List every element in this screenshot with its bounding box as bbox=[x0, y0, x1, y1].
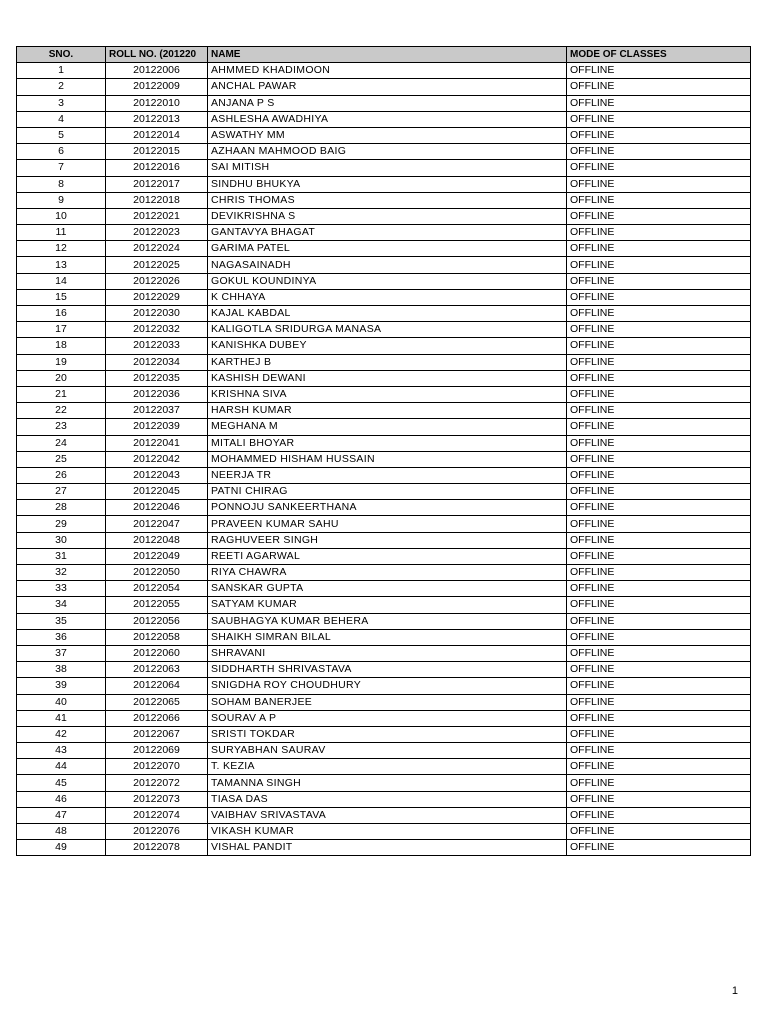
cell-name: AZHAAN MAHMOOD BAIG bbox=[208, 144, 567, 160]
cell-name: KALIGOTLA SRIDURGA MANASA bbox=[208, 322, 567, 338]
cell-name: HARSH KUMAR bbox=[208, 403, 567, 419]
cell-sno: 28 bbox=[17, 500, 106, 516]
cell-name: PONNOJU SANKEERTHANA bbox=[208, 500, 567, 516]
cell-roll-no: 20122067 bbox=[106, 726, 208, 742]
table-row bbox=[17, 370, 751, 386]
cell-mode: OFFLINE bbox=[567, 95, 751, 111]
cell-mode: OFFLINE bbox=[567, 807, 751, 823]
table-row bbox=[17, 807, 751, 823]
table-row bbox=[17, 516, 751, 532]
cell-roll-no: 20122045 bbox=[106, 484, 208, 500]
cell-mode: OFFLINE bbox=[567, 257, 751, 273]
cell-roll-no: 20122037 bbox=[106, 403, 208, 419]
cell-sno: 31 bbox=[17, 548, 106, 564]
cell-mode: OFFLINE bbox=[567, 824, 751, 840]
cell-sno: 6 bbox=[17, 144, 106, 160]
table-row bbox=[17, 678, 751, 694]
table-row bbox=[17, 241, 751, 257]
cell-name: KARTHEJ B bbox=[208, 354, 567, 370]
cell-sno: 30 bbox=[17, 532, 106, 548]
cell-mode: OFFLINE bbox=[567, 629, 751, 645]
cell-sno: 48 bbox=[17, 824, 106, 840]
cell-roll-no: 20122015 bbox=[106, 144, 208, 160]
cell-sno: 49 bbox=[17, 840, 106, 856]
cell-mode: OFFLINE bbox=[567, 791, 751, 807]
cell-name: SAI MITISH bbox=[208, 160, 567, 176]
cell-roll-no: 20122066 bbox=[106, 710, 208, 726]
header-roll-no: ROLL NO. (201220 bbox=[106, 47, 208, 63]
cell-name: MITALI BHOYAR bbox=[208, 435, 567, 451]
table-row bbox=[17, 338, 751, 354]
cell-name: MEGHANA M bbox=[208, 419, 567, 435]
table-row bbox=[17, 160, 751, 176]
table-row bbox=[17, 419, 751, 435]
cell-sno: 29 bbox=[17, 516, 106, 532]
cell-sno: 25 bbox=[17, 451, 106, 467]
table-row bbox=[17, 500, 751, 516]
cell-sno: 5 bbox=[17, 127, 106, 143]
cell-roll-no: 20122060 bbox=[106, 645, 208, 661]
cell-name: SINDHU BHUKYA bbox=[208, 176, 567, 192]
cell-name: MOHAMMED HISHAM HUSSAIN bbox=[208, 451, 567, 467]
cell-mode: OFFLINE bbox=[567, 386, 751, 402]
cell-name: VAIBHAV SRIVASTAVA bbox=[208, 807, 567, 823]
cell-roll-no: 20122024 bbox=[106, 241, 208, 257]
cell-mode: OFFLINE bbox=[567, 127, 751, 143]
table-row bbox=[17, 192, 751, 208]
cell-sno: 7 bbox=[17, 160, 106, 176]
cell-name: DEVIKRISHNA S bbox=[208, 208, 567, 224]
cell-mode: OFFLINE bbox=[567, 726, 751, 742]
cell-sno: 46 bbox=[17, 791, 106, 807]
cell-roll-no: 20122058 bbox=[106, 629, 208, 645]
table-row bbox=[17, 354, 751, 370]
cell-name: PRAVEEN KUMAR SAHU bbox=[208, 516, 567, 532]
header-mode-of-classes: MODE OF CLASSES bbox=[567, 47, 751, 63]
cell-roll-no: 20122064 bbox=[106, 678, 208, 694]
cell-sno: 1 bbox=[17, 63, 106, 79]
cell-name: VISHAL PANDIT bbox=[208, 840, 567, 856]
cell-name: KASHISH DEWANI bbox=[208, 370, 567, 386]
cell-name: GARIMA PATEL bbox=[208, 241, 567, 257]
table-row bbox=[17, 581, 751, 597]
cell-mode: OFFLINE bbox=[567, 403, 751, 419]
cell-roll-no: 20122010 bbox=[106, 95, 208, 111]
cell-roll-no: 20122036 bbox=[106, 386, 208, 402]
cell-mode: OFFLINE bbox=[567, 710, 751, 726]
table-row bbox=[17, 257, 751, 273]
cell-roll-no: 20122078 bbox=[106, 840, 208, 856]
table-row bbox=[17, 613, 751, 629]
table-row bbox=[17, 840, 751, 856]
cell-sno: 45 bbox=[17, 775, 106, 791]
table-row bbox=[17, 273, 751, 289]
cell-mode: OFFLINE bbox=[567, 79, 751, 95]
cell-sno: 39 bbox=[17, 678, 106, 694]
cell-roll-no: 20122074 bbox=[106, 807, 208, 823]
table-row bbox=[17, 79, 751, 95]
cell-sno: 41 bbox=[17, 710, 106, 726]
cell-mode: OFFLINE bbox=[567, 338, 751, 354]
cell-mode: OFFLINE bbox=[567, 225, 751, 241]
student-list-table bbox=[16, 46, 751, 856]
table-row bbox=[17, 759, 751, 775]
table-row bbox=[17, 289, 751, 305]
cell-roll-no: 20122014 bbox=[106, 127, 208, 143]
cell-roll-no: 20122069 bbox=[106, 743, 208, 759]
cell-roll-no: 20122065 bbox=[106, 694, 208, 710]
cell-sno: 14 bbox=[17, 273, 106, 289]
cell-roll-no: 20122046 bbox=[106, 500, 208, 516]
table-row bbox=[17, 225, 751, 241]
cell-name: SIDDHARTH SHRIVASTAVA bbox=[208, 662, 567, 678]
cell-mode: OFFLINE bbox=[567, 759, 751, 775]
cell-mode: OFFLINE bbox=[567, 241, 751, 257]
cell-sno: 19 bbox=[17, 354, 106, 370]
table-row bbox=[17, 306, 751, 322]
cell-sno: 3 bbox=[17, 95, 106, 111]
cell-roll-no: 20122042 bbox=[106, 451, 208, 467]
cell-mode: OFFLINE bbox=[567, 516, 751, 532]
cell-roll-no: 20122072 bbox=[106, 775, 208, 791]
cell-sno: 17 bbox=[17, 322, 106, 338]
cell-mode: OFFLINE bbox=[567, 435, 751, 451]
cell-roll-no: 20122050 bbox=[106, 565, 208, 581]
cell-mode: OFFLINE bbox=[567, 597, 751, 613]
cell-sno: 10 bbox=[17, 208, 106, 224]
cell-roll-no: 20122041 bbox=[106, 435, 208, 451]
cell-mode: OFFLINE bbox=[567, 419, 751, 435]
cell-sno: 32 bbox=[17, 565, 106, 581]
cell-roll-no: 20122025 bbox=[106, 257, 208, 273]
table-row bbox=[17, 710, 751, 726]
cell-sno: 20 bbox=[17, 370, 106, 386]
cell-name: SATYAM KUMAR bbox=[208, 597, 567, 613]
table-row bbox=[17, 629, 751, 645]
cell-mode: OFFLINE bbox=[567, 208, 751, 224]
cell-roll-no: 20122073 bbox=[106, 791, 208, 807]
cell-sno: 12 bbox=[17, 241, 106, 257]
cell-name: ANCHAL PAWAR bbox=[208, 79, 567, 95]
cell-mode: OFFLINE bbox=[567, 192, 751, 208]
cell-sno: 18 bbox=[17, 338, 106, 354]
cell-sno: 11 bbox=[17, 225, 106, 241]
cell-mode: OFFLINE bbox=[567, 111, 751, 127]
cell-sno: 23 bbox=[17, 419, 106, 435]
table-row bbox=[17, 694, 751, 710]
cell-mode: OFFLINE bbox=[567, 370, 751, 386]
cell-sno: 43 bbox=[17, 743, 106, 759]
cell-name: GANTAVYA BHAGAT bbox=[208, 225, 567, 241]
cell-name: VIKASH KUMAR bbox=[208, 824, 567, 840]
cell-roll-no: 20122043 bbox=[106, 467, 208, 483]
cell-mode: OFFLINE bbox=[567, 144, 751, 160]
cell-roll-no: 20122013 bbox=[106, 111, 208, 127]
cell-roll-no: 20122018 bbox=[106, 192, 208, 208]
cell-name: AHMMED KHADIMOON bbox=[208, 63, 567, 79]
table-row bbox=[17, 824, 751, 840]
table-row bbox=[17, 208, 751, 224]
cell-sno: 15 bbox=[17, 289, 106, 305]
cell-sno: 2 bbox=[17, 79, 106, 95]
cell-sno: 24 bbox=[17, 435, 106, 451]
cell-sno: 33 bbox=[17, 581, 106, 597]
table-row bbox=[17, 176, 751, 192]
header-name: NAME bbox=[208, 47, 567, 63]
cell-roll-no: 20122034 bbox=[106, 354, 208, 370]
table-row bbox=[17, 111, 751, 127]
cell-sno: 16 bbox=[17, 306, 106, 322]
cell-sno: 38 bbox=[17, 662, 106, 678]
cell-name: KAJAL KABDAL bbox=[208, 306, 567, 322]
header-row bbox=[17, 47, 751, 63]
cell-sno: 27 bbox=[17, 484, 106, 500]
cell-mode: OFFLINE bbox=[567, 645, 751, 661]
table-row bbox=[17, 63, 751, 79]
cell-roll-no: 20122017 bbox=[106, 176, 208, 192]
cell-roll-no: 20122076 bbox=[106, 824, 208, 840]
cell-name: SOHAM BANERJEE bbox=[208, 694, 567, 710]
cell-mode: OFFLINE bbox=[567, 176, 751, 192]
cell-roll-no: 20122006 bbox=[106, 63, 208, 79]
cell-mode: OFFLINE bbox=[567, 662, 751, 678]
cell-roll-no: 20122035 bbox=[106, 370, 208, 386]
cell-mode: OFFLINE bbox=[567, 273, 751, 289]
cell-name: PATNI CHIRAG bbox=[208, 484, 567, 500]
cell-name: SOURAV A P bbox=[208, 710, 567, 726]
table-row bbox=[17, 403, 751, 419]
cell-roll-no: 20122023 bbox=[106, 225, 208, 241]
cell-name: GOKUL KOUNDINYA bbox=[208, 273, 567, 289]
cell-sno: 40 bbox=[17, 694, 106, 710]
cell-name: KANISHKA DUBEY bbox=[208, 338, 567, 354]
table-row bbox=[17, 791, 751, 807]
cell-mode: OFFLINE bbox=[567, 678, 751, 694]
cell-name: T. KEZIA bbox=[208, 759, 567, 775]
cell-roll-no: 20122016 bbox=[106, 160, 208, 176]
table-row bbox=[17, 484, 751, 500]
cell-name: RAGHUVEER SINGH bbox=[208, 532, 567, 548]
cell-sno: 36 bbox=[17, 629, 106, 645]
table-row bbox=[17, 435, 751, 451]
cell-name: TIASA DAS bbox=[208, 791, 567, 807]
cell-roll-no: 20122063 bbox=[106, 662, 208, 678]
cell-sno: 9 bbox=[17, 192, 106, 208]
table-row bbox=[17, 467, 751, 483]
cell-sno: 13 bbox=[17, 257, 106, 273]
cell-name: SANSKAR GUPTA bbox=[208, 581, 567, 597]
cell-mode: OFFLINE bbox=[567, 354, 751, 370]
cell-name: ANJANA P S bbox=[208, 95, 567, 111]
cell-name: NEERJA TR bbox=[208, 467, 567, 483]
cell-mode: OFFLINE bbox=[567, 775, 751, 791]
cell-mode: OFFLINE bbox=[567, 532, 751, 548]
header-sno: SNO. bbox=[17, 47, 106, 63]
cell-roll-no: 20122070 bbox=[106, 759, 208, 775]
cell-name: SRISTI TOKDAR bbox=[208, 726, 567, 742]
cell-sno: 35 bbox=[17, 613, 106, 629]
cell-name: ASWATHY MM bbox=[208, 127, 567, 143]
cell-mode: OFFLINE bbox=[567, 548, 751, 564]
cell-roll-no: 20122055 bbox=[106, 597, 208, 613]
cell-sno: 8 bbox=[17, 176, 106, 192]
table-row bbox=[17, 662, 751, 678]
cell-roll-no: 20122049 bbox=[106, 548, 208, 564]
cell-roll-no: 20122021 bbox=[106, 208, 208, 224]
cell-mode: OFFLINE bbox=[567, 565, 751, 581]
cell-sno: 21 bbox=[17, 386, 106, 402]
table-row bbox=[17, 127, 751, 143]
cell-mode: OFFLINE bbox=[567, 451, 751, 467]
cell-mode: OFFLINE bbox=[567, 694, 751, 710]
cell-name: RIYA CHAWRA bbox=[208, 565, 567, 581]
table-row bbox=[17, 548, 751, 564]
table-row bbox=[17, 144, 751, 160]
cell-name: TAMANNA SINGH bbox=[208, 775, 567, 791]
cell-mode: OFFLINE bbox=[567, 322, 751, 338]
table-row bbox=[17, 95, 751, 111]
cell-name: SURYABHAN SAURAV bbox=[208, 743, 567, 759]
table-row bbox=[17, 451, 751, 467]
cell-mode: OFFLINE bbox=[567, 581, 751, 597]
cell-mode: OFFLINE bbox=[567, 840, 751, 856]
cell-sno: 4 bbox=[17, 111, 106, 127]
cell-sno: 34 bbox=[17, 597, 106, 613]
cell-roll-no: 20122054 bbox=[106, 581, 208, 597]
table-row bbox=[17, 726, 751, 742]
table-row bbox=[17, 597, 751, 613]
cell-roll-no: 20122029 bbox=[106, 289, 208, 305]
cell-mode: OFFLINE bbox=[567, 743, 751, 759]
cell-mode: OFFLINE bbox=[567, 160, 751, 176]
cell-mode: OFFLINE bbox=[567, 484, 751, 500]
cell-name: KRISHNA SIVA bbox=[208, 386, 567, 402]
cell-name: SAUBHAGYA KUMAR BEHERA bbox=[208, 613, 567, 629]
cell-roll-no: 20122030 bbox=[106, 306, 208, 322]
cell-sno: 37 bbox=[17, 645, 106, 661]
cell-mode: OFFLINE bbox=[567, 467, 751, 483]
cell-name: K CHHAYA bbox=[208, 289, 567, 305]
cell-mode: OFFLINE bbox=[567, 306, 751, 322]
cell-name: NAGASAINADH bbox=[208, 257, 567, 273]
cell-mode: OFFLINE bbox=[567, 289, 751, 305]
cell-roll-no: 20122033 bbox=[106, 338, 208, 354]
cell-sno: 44 bbox=[17, 759, 106, 775]
table-row bbox=[17, 565, 751, 581]
cell-mode: OFFLINE bbox=[567, 613, 751, 629]
table-row bbox=[17, 322, 751, 338]
cell-roll-no: 20122026 bbox=[106, 273, 208, 289]
table-row bbox=[17, 532, 751, 548]
cell-roll-no: 20122056 bbox=[106, 613, 208, 629]
table-row bbox=[17, 743, 751, 759]
cell-roll-no: 20122009 bbox=[106, 79, 208, 95]
cell-roll-no: 20122039 bbox=[106, 419, 208, 435]
cell-name: REETI AGARWAL bbox=[208, 548, 567, 564]
cell-roll-no: 20122047 bbox=[106, 516, 208, 532]
table-row bbox=[17, 645, 751, 661]
cell-mode: OFFLINE bbox=[567, 500, 751, 516]
cell-roll-no: 20122032 bbox=[106, 322, 208, 338]
table-row bbox=[17, 775, 751, 791]
cell-name: SHRAVANI bbox=[208, 645, 567, 661]
cell-name: SNIGDHA ROY CHOUDHURY bbox=[208, 678, 567, 694]
cell-sno: 26 bbox=[17, 467, 106, 483]
cell-name: ASHLESHA AWADHIYA bbox=[208, 111, 567, 127]
table-row bbox=[17, 386, 751, 402]
cell-name: SHAIKH SIMRAN BILAL bbox=[208, 629, 567, 645]
cell-sno: 22 bbox=[17, 403, 106, 419]
cell-roll-no: 20122048 bbox=[106, 532, 208, 548]
cell-name: CHRIS THOMAS bbox=[208, 192, 567, 208]
cell-sno: 42 bbox=[17, 726, 106, 742]
page-number: 1 bbox=[731, 985, 738, 997]
table-body bbox=[17, 63, 751, 856]
cell-mode: OFFLINE bbox=[567, 63, 751, 79]
cell-sno: 47 bbox=[17, 807, 106, 823]
